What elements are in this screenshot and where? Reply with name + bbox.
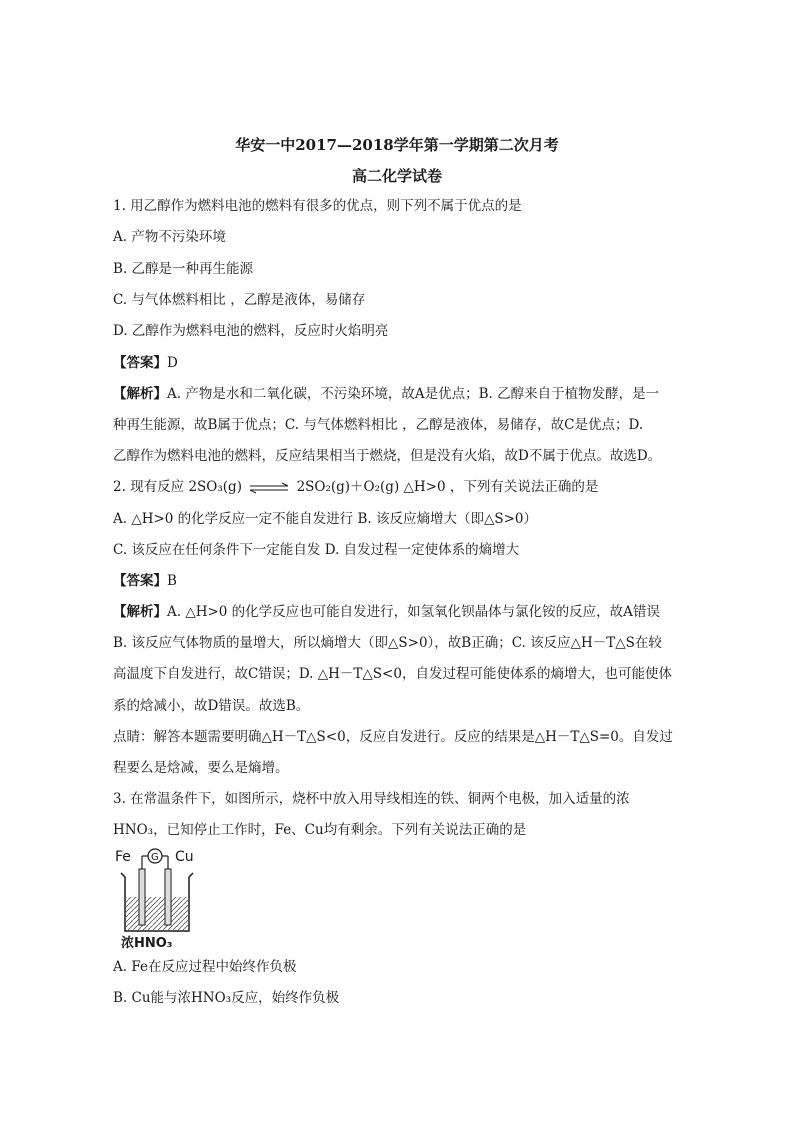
explanation-label: 【解析】: [113, 604, 167, 620]
beaker-diagram: [113, 845, 213, 950]
q2-note-line-1: 点睛：解答本题需要明确△H－T△S<0，反应自发进行。反应的结果是△H－T△S=0。自发过: [113, 729, 673, 745]
q3-stem-line-1: 3. 在常温条件下，如图所示，烧杯中放入用导线相连的铁、铜两个电极，加入适量的浓: [113, 791, 630, 807]
answer-label: 【答案】: [113, 355, 167, 371]
q2-explanation-line-2: B. 该反应气体物质的量增大，所以熵增大（即△S>0），故B正确；C. 该反应△H－T△S在较: [113, 635, 662, 651]
explanation-label: 【解析】: [113, 386, 167, 402]
q1-option-d: D. 乙醇作为燃料电池的燃料，反应时火焰明亮: [113, 323, 389, 339]
answer-label: 【答案】: [113, 573, 167, 589]
q2-options-ab: A. △H>0 的化学反应一定不能自发进行 B. 该反应熵增大（即△S>0）: [113, 511, 538, 527]
q1-option-b: B. 乙醇是一种再生能源: [113, 261, 254, 277]
q3-stem-line-2: HNO₃，已知停止工作时，Fe、Cu均有剩余。下列有关说法正确的是: [113, 822, 527, 838]
q2-explanation-line-3: 高温度下自发进行，故C错误；D. △H－T△S<0，自发过程可能使体系的熵增大，也可能使体: [113, 666, 672, 682]
q1-option-a: A. 产物不污染环境: [113, 229, 226, 245]
exam-subtitle: 高二化学试卷: [351, 167, 442, 185]
explanation-text: A. △H>0 的化学反应也可能自发进行，如氢氧化钡晶体与氯化铵的反应，故A错误: [167, 604, 660, 620]
q2-options-cd: C. 该反应在任何条件下一定能自发 D. 自发过程一定使体系的熵增大: [113, 542, 520, 558]
electrochemical-cell-figure: [113, 845, 213, 950]
q3-option-b: B. Cu能与浓HNO₃反应，始终作负极: [113, 990, 340, 1006]
q2-explanation-line-4: 系的焓减小，故D错误。故选B。: [113, 698, 310, 714]
q1-stem: 1. 用乙醇作为燃料电池的燃料有很多的优点，则下列不属于优点的是: [113, 198, 522, 214]
q2-explanation-line-1: [113, 603, 683, 621]
acid-solution: [126, 897, 188, 930]
explanation-text: A. 产物是水和二氧化碳，不污染环境，故A是优点；B. 乙醇来自于植物发酵，是一: [167, 386, 660, 402]
q1-option-c: C. 与气体燃料相比 ，乙醇是液体，易储存: [113, 292, 366, 308]
exam-title: 华安一中2017—2018学年第一学期第二次月考: [235, 136, 559, 154]
answer-value: B: [167, 573, 177, 589]
q1-explanation-line-1: [113, 385, 683, 403]
answer-value: D: [167, 355, 178, 371]
fe-electrode: [139, 869, 145, 925]
solution-label: 浓HNO₃: [121, 936, 173, 950]
cu-electrode: [165, 869, 171, 925]
q3-option-a: A. Fe在反应过程中始终作负极: [113, 959, 297, 975]
galvanometer-label: G: [151, 852, 159, 863]
q1-explanation-line-3: 乙醇作为燃料电池的燃料，反应结果相当于燃烧，但是没有火焰，故D不属于优点。故选D。: [113, 448, 662, 464]
fe-label: Fe: [115, 849, 131, 865]
q2-answer: [113, 572, 683, 590]
cu-label: Cu: [175, 849, 194, 865]
q1-explanation-line-2: 种再生能源，故B属于优点；C. 与气体燃料相比 ，乙醇是液体，易储存，故C是优点；D.: [113, 417, 644, 433]
q1-answer: [113, 354, 683, 372]
q2-stem: [113, 478, 683, 496]
q2-stem-reactant: 2. 现有反应 2SO₃(g): [113, 479, 242, 495]
q2-stem-product: 2SO₂(g)＋O₂(g) △H>0 ，下列有关说法正确的是: [296, 479, 599, 495]
equilibrium-arrow-icon: [248, 482, 290, 494]
q2-note-line-2: 程要么是焓减，要么是熵增。: [113, 760, 289, 776]
